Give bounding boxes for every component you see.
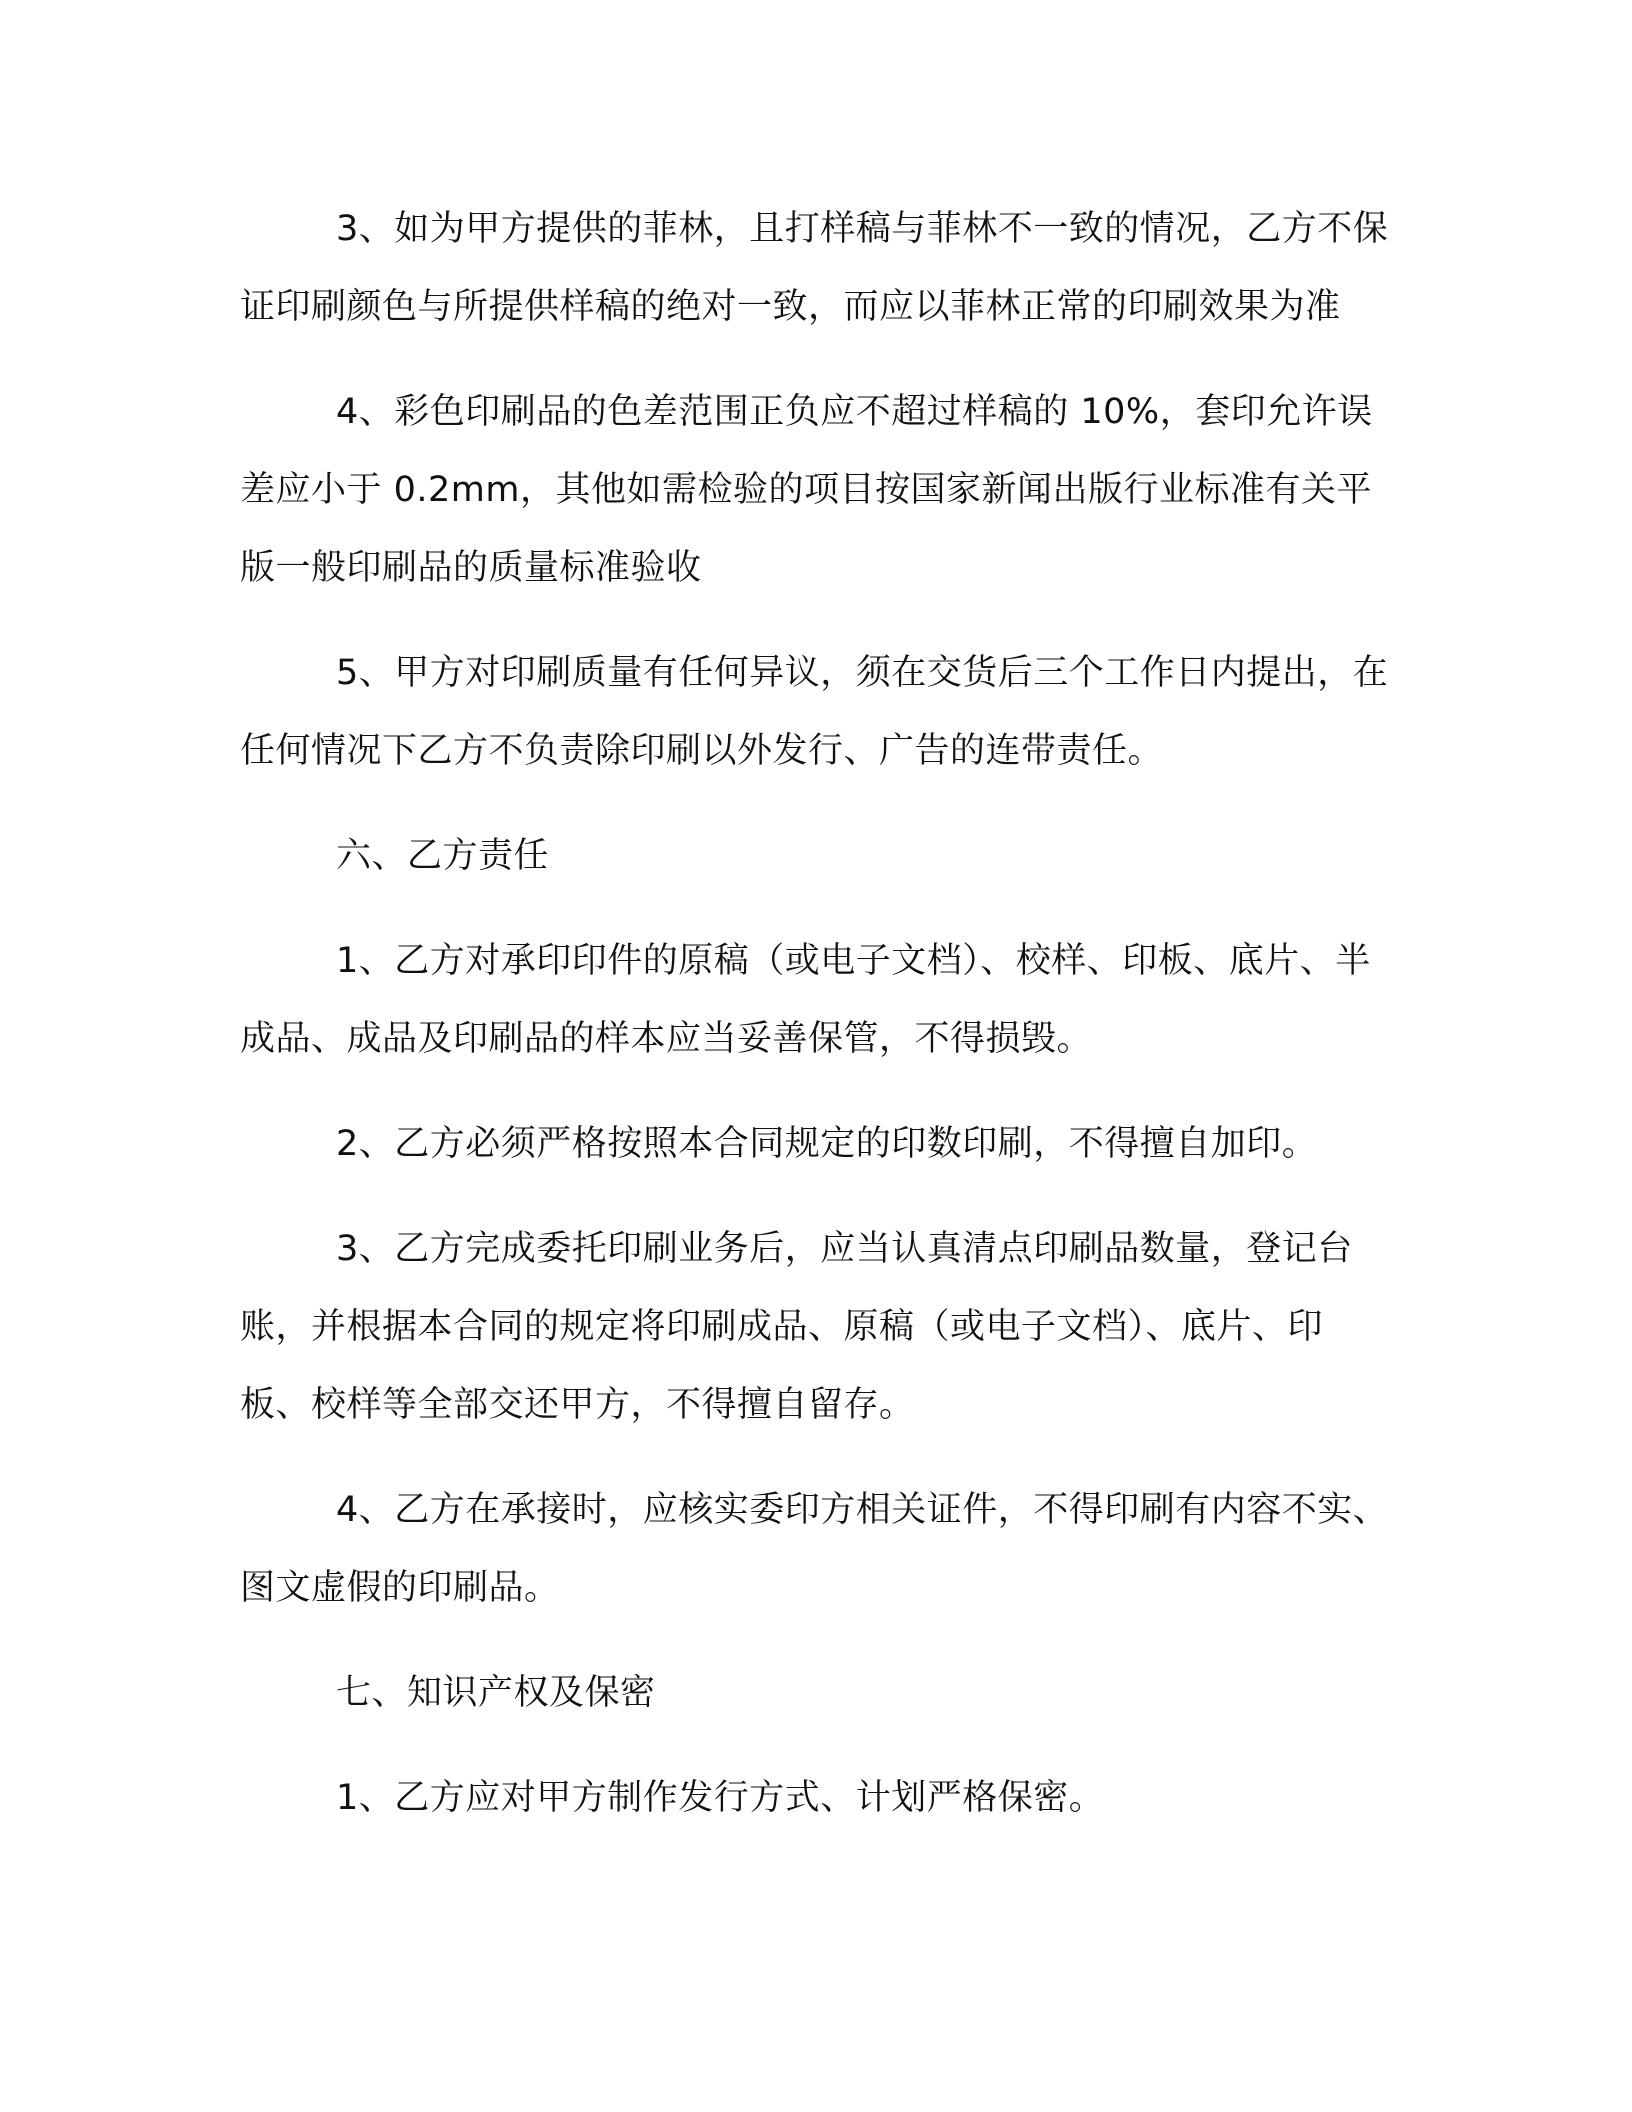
paragraph-clause-3-proof: 3、如为甲方提供的菲林，且打样稿与菲林不一致的情况，乙方不保证印刷颜色与所提供样稿的绝对一致，而应以菲林正常的印刷效果为准 <box>240 209 1389 327</box>
paragraph-6-4-verify-documents: 4、乙方在承接时，应核实委印方相关证件，不得印刷有内容不实、图文虚假的印刷品。 <box>240 1490 1389 1608</box>
document-body <box>240 190 1390 1837</box>
paragraph-6-1-custody: 1、乙方对承印印件的原稿（或电子文档）、校样、印板、底片、半成品、成品及印刷品的样本应当妥善保管，不得损毁。 <box>240 941 1371 1059</box>
section-heading-6: 六、乙方责任 <box>336 836 550 876</box>
paragraph-6-3-return-materials: 3、乙方完成委托印刷业务后，应当认真清点印刷品数量，登记台账，并根据本合同的规定将印刷成品、原稿（或电子文档）、底片、印板、校样等全部交还甲方，不得擅自留存。 <box>240 1229 1353 1425</box>
section-heading-7: 七、知识产权及保密 <box>336 1673 656 1713</box>
paragraph-7-1-confidentiality: 1、乙方应对甲方制作发行方式、计划严格保密。 <box>336 1778 1105 1818</box>
paragraph-clause-4-color-tolerance: 4、彩色印刷品的色差范围正负应不超过样稿的 10%，套印允许误差应小于 0.2mm，其他如需检验的项目按国家新闻出版行业标准有关平版一般印刷品的质量标准验收 <box>240 392 1373 588</box>
paragraph-6-2-print-quantity: 2、乙方必须严格按照本合同规定的印数印刷，不得擅自加印。 <box>336 1124 1318 1164</box>
paragraph-clause-5-quality-objection: 5、甲方对印刷质量有任何异议，须在交货后三个工作日内提出，在任何情况下乙方不负责除印刷以外发行、广告的连带责任。 <box>240 653 1389 771</box>
